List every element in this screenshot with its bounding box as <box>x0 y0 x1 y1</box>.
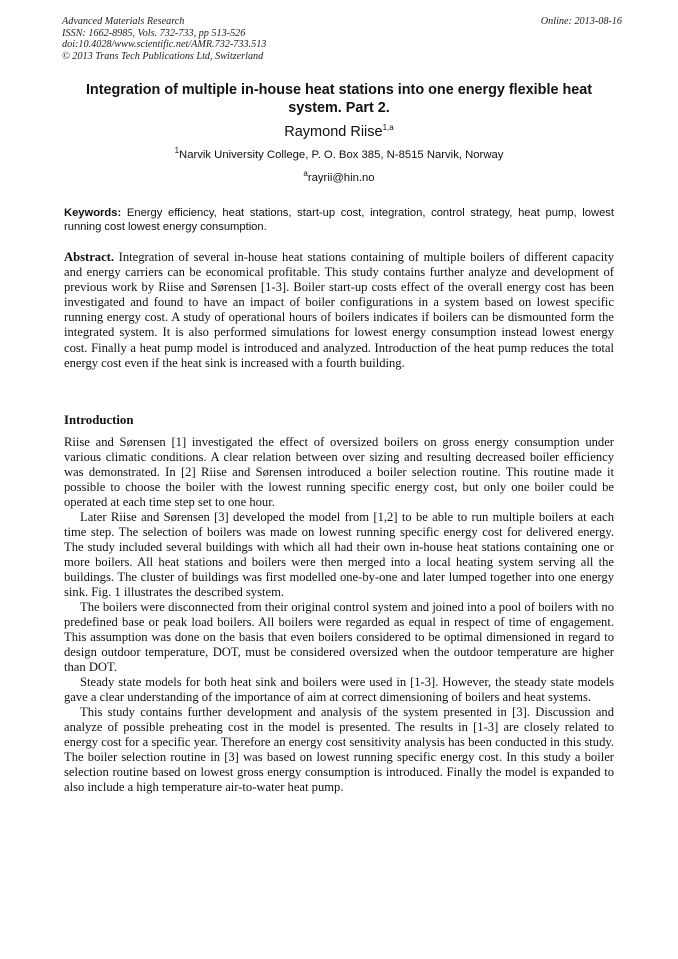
doi-line: doi:10.4028/www.scientific.net/AMR.732-733.513 <box>62 39 267 50</box>
abstract-text: Integration of several in-house heat stations containing of multiple boilers of different capacity and energy carriers can be economical profitable. This study contains further analyze and development of previous work by Riise and Sørensen [1-3]. Boiler start-up costs effect of the overall energy cost has been investigated and found to have an impact of boiler configurations in a system based on lowest specific running energy cost. A study of operational hours of boilers indicates if boilers can be dismounted form the integrated system. It is also performed simulations for lowest energy consumption instead lowest energy cost. Finally a heat pump model is introduced and analyzed. Introduction of the heat pump reduces the total energy cost even if the heat sink is increased with a fourth building. <box>64 250 614 370</box>
issn-line: ISSN: 1662-8985, Vols. 732-733, pp 513-526 <box>62 27 246 39</box>
affiliation-line <box>64 148 614 163</box>
paper-title: Integration of multiple in-house heat stations into one energy flexible heat system. Part 2. <box>85 82 593 116</box>
body-paragraph: Riise and Sørensen [1] investigated the effect of oversized boilers on gross energy consumption under various climatic conditions. A clear relation between over sizing and resulting decreased boiler efficiency was demonstrated. In [2] Riise and Sørensen introduced a boiler selection routine. This routine made it possible to choose the boiler with the lowest running specific energy cost, but only one boiler could be operated at each time step set to one hour. <box>64 435 614 509</box>
body-paragraph: Steady state models for both heat sink and boilers were used in [1-3]. However, the steady state models gave a clear understanding of the importance of aim at correct dimensioning of boilers and heat systems. <box>64 675 614 704</box>
author-email: rayrii@hin.no <box>307 172 375 184</box>
body-paragraph: The boilers were disconnected from their original control system and joined into a pool of boilers with no predefined base or peak load boilers. All boilers were regarded as equal in respect of time of engagement. This assumption was done on the basis that even boilers considered to be optimal dimensioned in regard to design outdoor temperature, DOT, must be considered oversized when the outdoor temperature are higher than DOT. <box>64 600 614 674</box>
copyright-line: © 2013 Trans Tech Publications Ltd, Switzerland <box>62 50 264 62</box>
abstract-block <box>64 250 614 371</box>
affiliation-superscript: 1 <box>174 146 180 156</box>
journal-header <box>62 16 622 62</box>
email-line <box>64 171 614 186</box>
body-paragraph: This study contains further development and analysis of the system presented in [3]. Discussion and analyze of possible preheating cost in the model is presented. The results in [1-3] are closely related to energy cost for a specific year. Therefore an energy cost sensitivity analysis has been conducted in this study. The boiler selection routine in [3] was based on lowest running specific energy cost. In this study a boiler selection routine based on lowest gross energy consumption is introduced. Finally the model is expanded to also include a high temperature air-to-water heat pump. <box>64 705 614 794</box>
abstract-label: Abstract. <box>64 250 115 264</box>
author-line <box>64 123 614 141</box>
journal-name: Advanced Materials Research <box>62 16 185 27</box>
online-date: Online: 2013-08-16 <box>540 16 622 27</box>
author-superscript: 1,a <box>382 123 394 133</box>
introduction-body <box>64 435 614 795</box>
author-name: Raymond Riise <box>284 124 383 140</box>
body-paragraph: Later Riise and Sørensen [3] developed the model from [1,2] to be able to run multiple boilers at each time step. The selection of boilers was made on lowest running specific energy cost for delivered energy. The study included several buildings with which all had their own in-house heat stations containing one or more boilers. All heat stations and boilers were then merged into a local heating system serving all the buildings. The cluster of buildings was first modelled one-by-one and later lumped together into one energy sink. Fig. 1 illustrates the described system. <box>64 510 614 599</box>
keywords-label: Keywords: <box>64 207 122 219</box>
email-superscript: a <box>303 169 308 179</box>
keywords-block <box>64 206 614 234</box>
keywords-text: Energy efficiency, heat stations, start-up cost, integration, control strategy, heat pump, lowest running cost lowest energy consumption. <box>64 207 615 233</box>
affiliation-text: Narvik University College, P. O. Box 385, N-8515 Narvik, Norway <box>179 149 504 161</box>
section-heading-introduction: Introduction <box>64 413 134 427</box>
